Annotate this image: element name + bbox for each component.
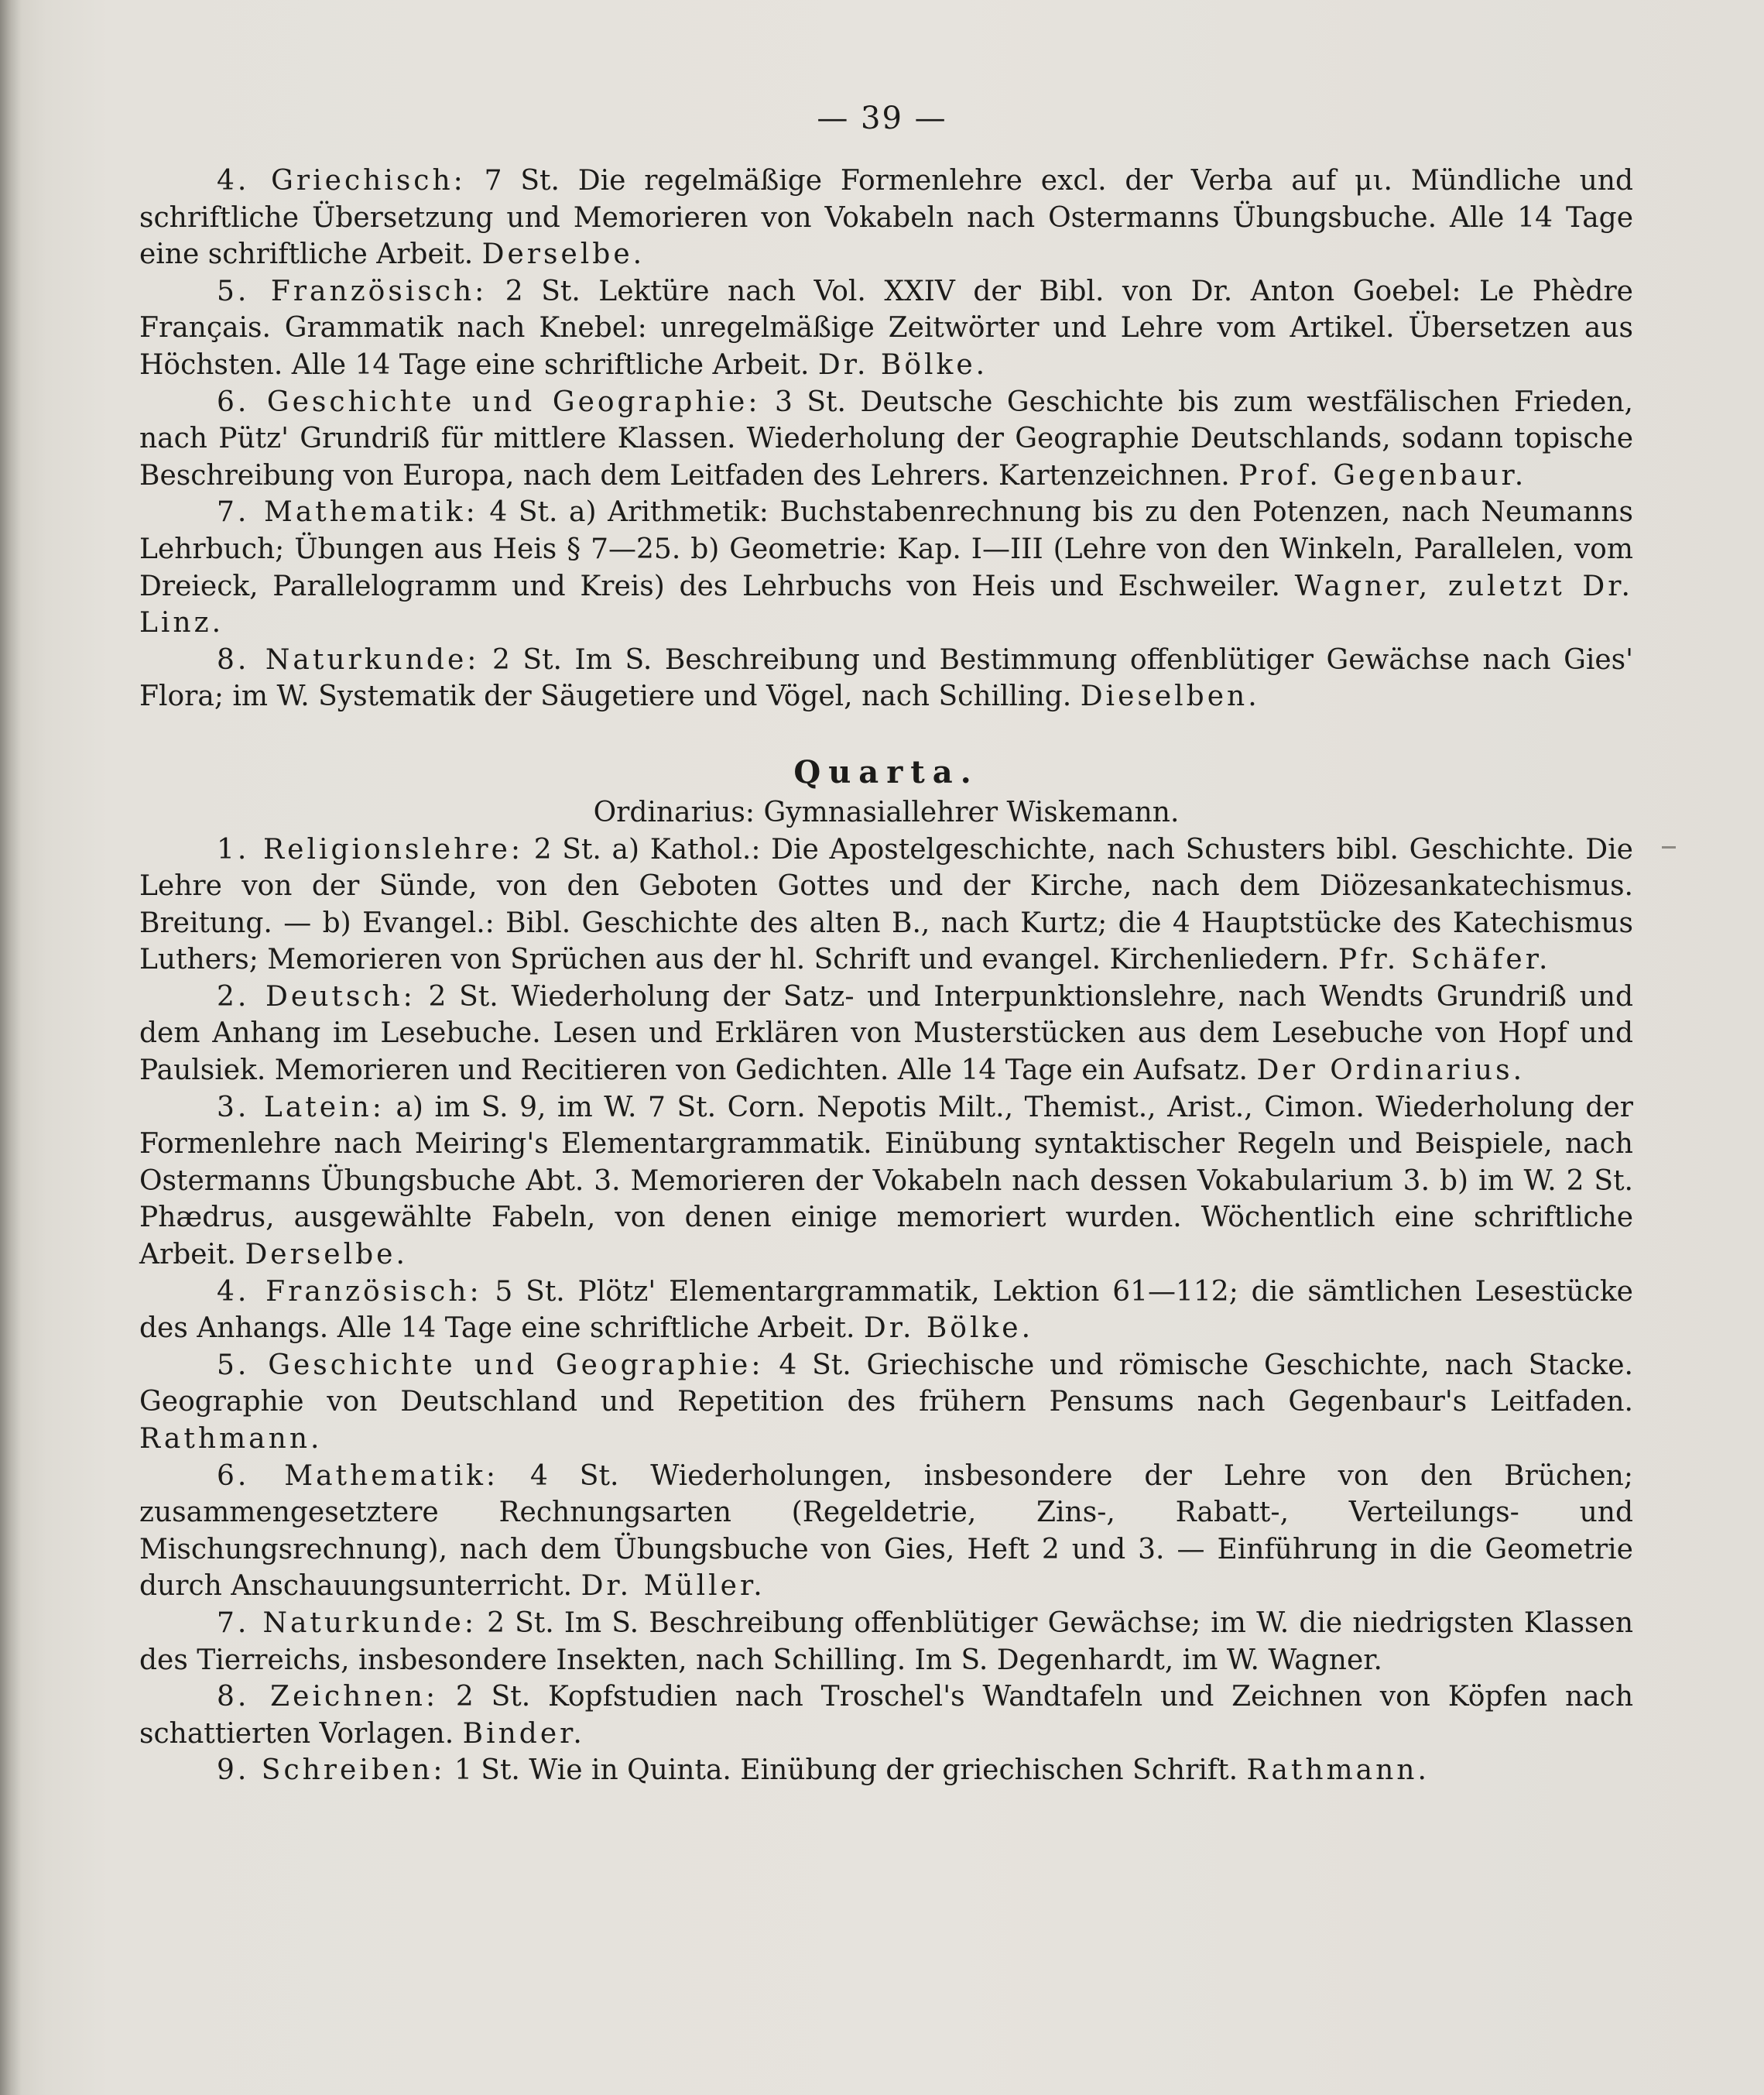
- subject-body: 7 St. Die regelmäßige Formenlehre excl. der Verba auf μι. Mündliche und schriftliche Übersetzung und Memorieren von Vokabeln nach Ostermanns Übungsbuche. Alle 14 Tage eine schriftliche Arbeit.: [139, 165, 1634, 271]
- subject-drawing: [139, 1678, 1633, 1752]
- subject-body: 2 St. Im S. Beschreibung offenblütiger Gewächse; im W. die niedrigsten Klassen des Tierreichs, insbesondere Insekten, nach Schilling. Im S. Degenhardt, im W. Wagner.: [139, 1606, 1634, 1676]
- teacher-name: Dieselben.: [1080, 681, 1260, 713]
- subject-body: 2 St. Im S. Beschreibung und Bestimmung offenblütiger Gewächse nach Gies' Flora; im W. Systematik der Säugetiere und Vögel, nach Schilling.: [139, 643, 1634, 713]
- subject-writing: [139, 1752, 1633, 1789]
- teacher-name: Prof. Gegenbaur.: [1238, 459, 1527, 492]
- subject-body: 4 St. Griechische und römische Geschichte, nach Stacke. Geographie von Deutschland und Repetition des frühern Pensums nach Gegenbaur's Leitfaden.: [139, 1349, 1633, 1418]
- section-heading: Quarta.: [793, 753, 979, 790]
- subject-label: 2. Deutsch:: [217, 980, 416, 1013]
- subject-label: 8. Naturkunde:: [217, 643, 480, 676]
- subject-label: 9. Schreiben:: [217, 1754, 446, 1787]
- subject-body: a) im S. 9, im W. 7 St. Corn. Nepotis Milt., Themist., Arist., Cimon. Wiederholung der Formenlehre nach Meiring's Elementargrammatik. Einübung syntaktischer Regeln und Beispiele, nach Ostermanns Übungsbuche Abt. 3. Memorieren der Vokabeln nach dessen Vokabularium 3. b) im W. 2 St. Phædrus, ausgewählte Fabeln, von denen einige memoriert wurden. Wöchentlich eine schriftliche Arbeit.: [139, 1091, 1633, 1271]
- subject-natural-science: [139, 1605, 1633, 1678]
- subject-label: 4. Französisch:: [217, 1275, 482, 1308]
- teacher-name: Rathmann.: [139, 1423, 323, 1455]
- subject-label: 5. Französisch:: [217, 275, 488, 307]
- teacher-name: Dr. Müller.: [581, 1570, 766, 1603]
- subject-body: 2 St. Lektüre nach Vol. XXIV der Bibl. von Dr. Anton Goebel: Le Phèdre Français. Grammatik nach Knebel: unregelmäßige Zeitwörter und Lehre vom Artikel. Übersetzen aus Höchsten. Alle 14 Tage eine schriftliche Arbeit.: [139, 275, 1633, 381]
- margin-dash-mark: [1662, 846, 1676, 849]
- subject-history-geography: [139, 384, 1633, 495]
- subject-body: 5 St. Plötz' Elementargrammatik, Lektion 61—112; die sämtlichen Lesestücke des Anhangs. Alle 14 Tage eine schriftliche Arbeit.: [139, 1275, 1633, 1345]
- subject-german: [139, 979, 1633, 1089]
- section-subheading: Ordinarius: Gymnasiallehrer Wiskemann.: [593, 796, 1180, 828]
- subject-french: [139, 1274, 1633, 1347]
- subject-label: 6. Geschichte und Geographie:: [217, 386, 761, 418]
- subject-body: 1 St. Wie in Quinta. Einübung der griechischen Schrift.: [445, 1754, 1247, 1787]
- subject-greek: [139, 163, 1633, 273]
- subject-label: 8. Zeichnen:: [217, 1681, 439, 1713]
- teacher-name: Dr. Bölke.: [817, 348, 988, 381]
- subject-body: 2 St. Kopfstudien nach Troschel's Wandtafeln und Zeichnen von Köpfen nach schattierten Vorlagen.: [139, 1681, 1634, 1750]
- subject-mathematics: [139, 494, 1633, 641]
- subject-label: 4. Griechisch:: [217, 165, 466, 197]
- teacher-name: Der Ordinarius.: [1256, 1054, 1526, 1087]
- section-quinta-continued: [139, 163, 1633, 715]
- teacher-name: Derselbe.: [481, 238, 646, 271]
- page-content: [139, 163, 1633, 1789]
- subject-mathematics: [139, 1458, 1633, 1605]
- subject-label: 7. Naturkunde:: [217, 1606, 477, 1639]
- subject-natural-science: [139, 642, 1633, 715]
- page-number: — 39 —: [817, 101, 947, 136]
- subject-latin: [139, 1089, 1633, 1274]
- subject-label: 7. Mathematik:: [217, 496, 478, 529]
- subject-french: [139, 273, 1633, 384]
- subject-body: 2 St. Wiederholung der Satz- und Interpunktionslehre, nach Wendts Grundriß und dem Anhang im Lesebuche. Lesen und Erklären von Musterstücken aus dem Lesebuche von Hopf und Paulsiek. Memorieren und Recitieren von Gedichten. Alle 14 Tage ein Aufsatz.: [139, 980, 1634, 1087]
- teacher-name: Binder.: [462, 1717, 585, 1750]
- subject-body: 2 St. a) Kathol.: Die Apostelgeschichte, nach Schusters bibl. Geschichte. Die Lehre von der Sünde, von den Geboten Gottes und der Kirche, nach dem Diözesankatechismus. Breitung. — b) Evangel.: Bibl. Geschichte des alten B., nach Kurtz; die 4 Hauptstücke des Katechismus Luthers; Memorieren von Sprüchen aus der hl. Schrift und evangel. Kirchenliedern.: [139, 833, 1633, 976]
- subject-body: 4 St. Wiederholungen, insbesondere der Lehre von den Brüchen; zusammengesetztere Rechnungsarten (Regeldetrie, Zins-, Rabatt-, Verteilungs- und Mischungsrechnung), nach dem Übungsbuche von Gies, Heft 2 und 3. — Einführung in die Geometrie durch Anschauungsunterricht.: [139, 1459, 1633, 1603]
- teacher-name: Derselbe.: [245, 1239, 408, 1271]
- subject-body: 4 St. a) Arithmetik: Buchstabenrechnung bis zu den Potenzen, nach Neumanns Lehrbuch; Übungen aus Heis § 7—25. b) Geometrie: Kap. I—III (Lehre von den Winkeln, Parallelen, vom Dreieck, Parallelogramm und Kreis) des Lehrbuchs von Heis und Eschweiler.: [139, 496, 1633, 602]
- teacher-name: Rathmann.: [1246, 1754, 1430, 1787]
- subject-body: 3 St. Deutsche Geschichte bis zum westfälischen Frieden, nach Pütz' Grundriß für mittlere Klassen. Wiederholung der Geographie Deutschlands, sodann topische Beschreibung von Europa, nach dem Leitfaden des Lehrers. Kartenzeichnen.: [139, 386, 1633, 492]
- subject-label: 3. Latein:: [217, 1091, 385, 1123]
- teacher-name: Dr. Bölke.: [863, 1312, 1034, 1345]
- subject-label: 6. Mathematik:: [217, 1459, 499, 1492]
- subject-label: 5. Geschichte und Geographie:: [217, 1349, 764, 1381]
- subject-label: 1. Religionslehre:: [217, 833, 524, 866]
- subject-history-geography: [139, 1347, 1633, 1458]
- teacher-name: Pfr. Schäfer.: [1338, 944, 1551, 976]
- teacher-name: Wagner, zuletzt Dr. Linz.: [139, 570, 1633, 639]
- subject-religion: [139, 831, 1633, 979]
- section-quarta: [139, 751, 1633, 1789]
- book-spine-shadow: [0, 0, 22, 2095]
